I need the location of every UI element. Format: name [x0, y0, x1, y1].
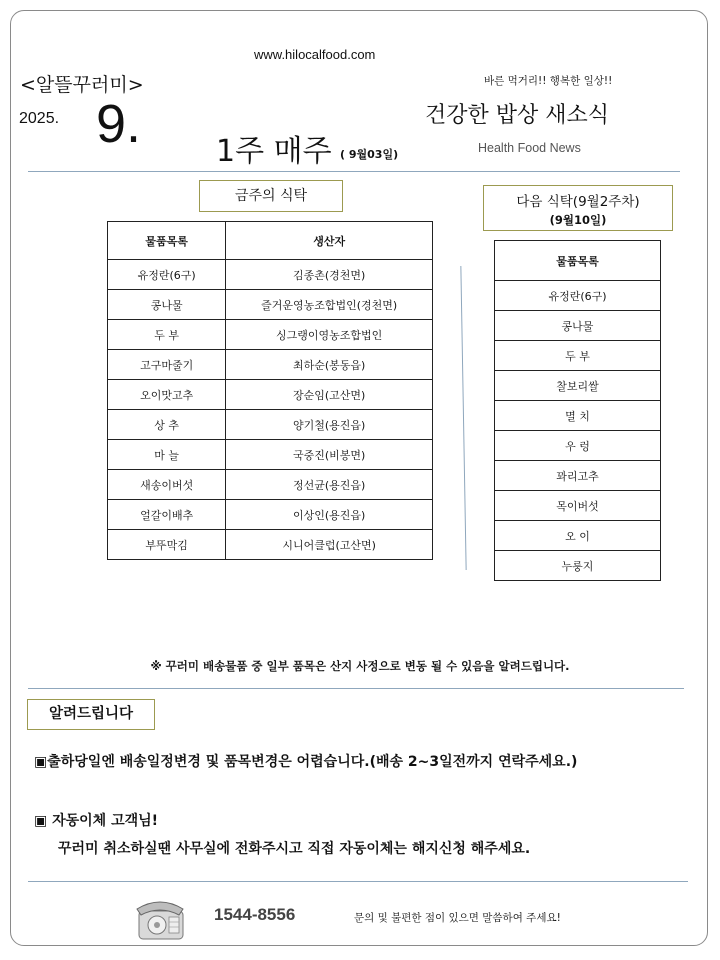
table-row [495, 551, 661, 581]
header-divider [28, 171, 680, 172]
footer-divider [28, 881, 688, 882]
item-cell: 얼갈이배추 [108, 500, 226, 530]
table-header-row [108, 222, 433, 260]
producer-cell: 시니어클럽(고산면) [226, 530, 433, 560]
table-row [495, 281, 661, 311]
brand-name: <알뜰꾸러미> [20, 74, 144, 96]
producer-cell: 즐거운영농조합법인(경천면) [226, 290, 433, 320]
item-cell: 두 부 [495, 341, 661, 371]
item-cell: 새송이버섯 [108, 470, 226, 500]
producer-cell: 싱그랭이영농조합법인 [226, 320, 433, 350]
table-row [495, 341, 661, 371]
issue-title: 1주 매주 [216, 134, 332, 169]
table-row [108, 530, 433, 560]
producer-cell: 최하순(봉동읍) [226, 350, 433, 380]
next-week-table [494, 240, 661, 581]
producer-cell: 국중진(비봉면) [226, 440, 433, 470]
item-cell: 두 부 [108, 320, 226, 350]
item-cell: 오이맛고추 [108, 380, 226, 410]
table-row [495, 521, 661, 551]
table-row [495, 461, 661, 491]
item-cell: 우 렁 [495, 431, 661, 461]
table-row [108, 470, 433, 500]
table-row [108, 500, 433, 530]
table-row [108, 260, 433, 290]
announcement-line-2: ▣ 자동이체 고객님! [34, 813, 159, 829]
table-row [108, 410, 433, 440]
issue-month: 9. [96, 94, 142, 154]
item-cell: 상 추 [108, 410, 226, 440]
item-cell: 유정란(6구) [495, 281, 661, 311]
slogan: 바른 먹거리!! 행복한 일상!! [484, 75, 613, 87]
table-row [108, 290, 433, 320]
announcement-line-3: 꾸러미 취소하실땐 사무실에 전화주시고 직접 자동이체는 해지신청 해주세요. [58, 841, 531, 857]
item-cell: 콩나물 [108, 290, 226, 320]
table-header-row [495, 241, 661, 281]
item-cell: 마 늘 [108, 440, 226, 470]
table-row [495, 311, 661, 341]
producer-cell: 양기철(용진읍) [226, 410, 433, 440]
table-row [495, 401, 661, 431]
item-cell: 콩나물 [495, 311, 661, 341]
next-week-date: (9월10일) [549, 213, 607, 227]
item-cell: 유정란(6구) [108, 260, 226, 290]
telephone-icon [133, 897, 187, 943]
contact-note: 문의 및 불편한 점이 있으면 말씀하여 주세요! [354, 912, 561, 924]
item-cell: 부뚜막김 [108, 530, 226, 560]
newsletter-headline: 건강한 밥상 새소식 [425, 103, 610, 128]
table-row [108, 320, 433, 350]
this-week-table [107, 221, 433, 560]
item-cell: 찰보리쌀 [495, 371, 661, 401]
table-row [495, 491, 661, 521]
supply-notice: ※ 꾸러미 배송물품 중 일부 품목은 산지 사정으로 변동 될 수 있음을 알려드립니다. [150, 659, 570, 673]
producer-cell: 장순임(고산면) [226, 380, 433, 410]
next-week-label: 다음 식탁(9월2주차) [516, 194, 640, 210]
producer-cell: 김종촌(경천면) [226, 260, 433, 290]
column-header-items: 물품목록 [108, 222, 226, 260]
table-row [108, 440, 433, 470]
announcement-label: 알려드립니다 [27, 699, 155, 730]
table-row [108, 350, 433, 380]
item-cell: 꽈리고추 [495, 461, 661, 491]
item-cell: 고구마줄기 [108, 350, 226, 380]
announcement-line-1: ▣출하당일엔 배송일정변경 및 품목변경은 어렵습니다.(배송 2~3일전까지 연락주세요.) [34, 754, 578, 770]
item-cell: 오 이 [495, 521, 661, 551]
this-week-label: 금주의 식탁 [199, 180, 343, 212]
column-header-producer: 생산자 [226, 222, 433, 260]
issue-date: ( 9월03일) [340, 148, 399, 161]
producer-cell: 정선균(용진읍) [226, 470, 433, 500]
table-row [495, 371, 661, 401]
producer-cell: 이상인(용진읍) [226, 500, 433, 530]
phone-number[interactable]: 1544-8556 [214, 905, 296, 924]
notice-divider [28, 688, 684, 689]
item-cell: 멸 치 [495, 401, 661, 431]
table-row [495, 431, 661, 461]
newsletter-subheadline: Health Food News [478, 141, 581, 155]
column-header-items: 물품목록 [495, 241, 661, 281]
website-url[interactable]: www.hilocalfood.com [254, 47, 376, 62]
next-week-label-box [483, 185, 673, 231]
table-row [108, 380, 433, 410]
item-cell: 목이버섯 [495, 491, 661, 521]
item-cell: 누룽지 [495, 551, 661, 581]
issue-year: 2025. [19, 110, 60, 127]
